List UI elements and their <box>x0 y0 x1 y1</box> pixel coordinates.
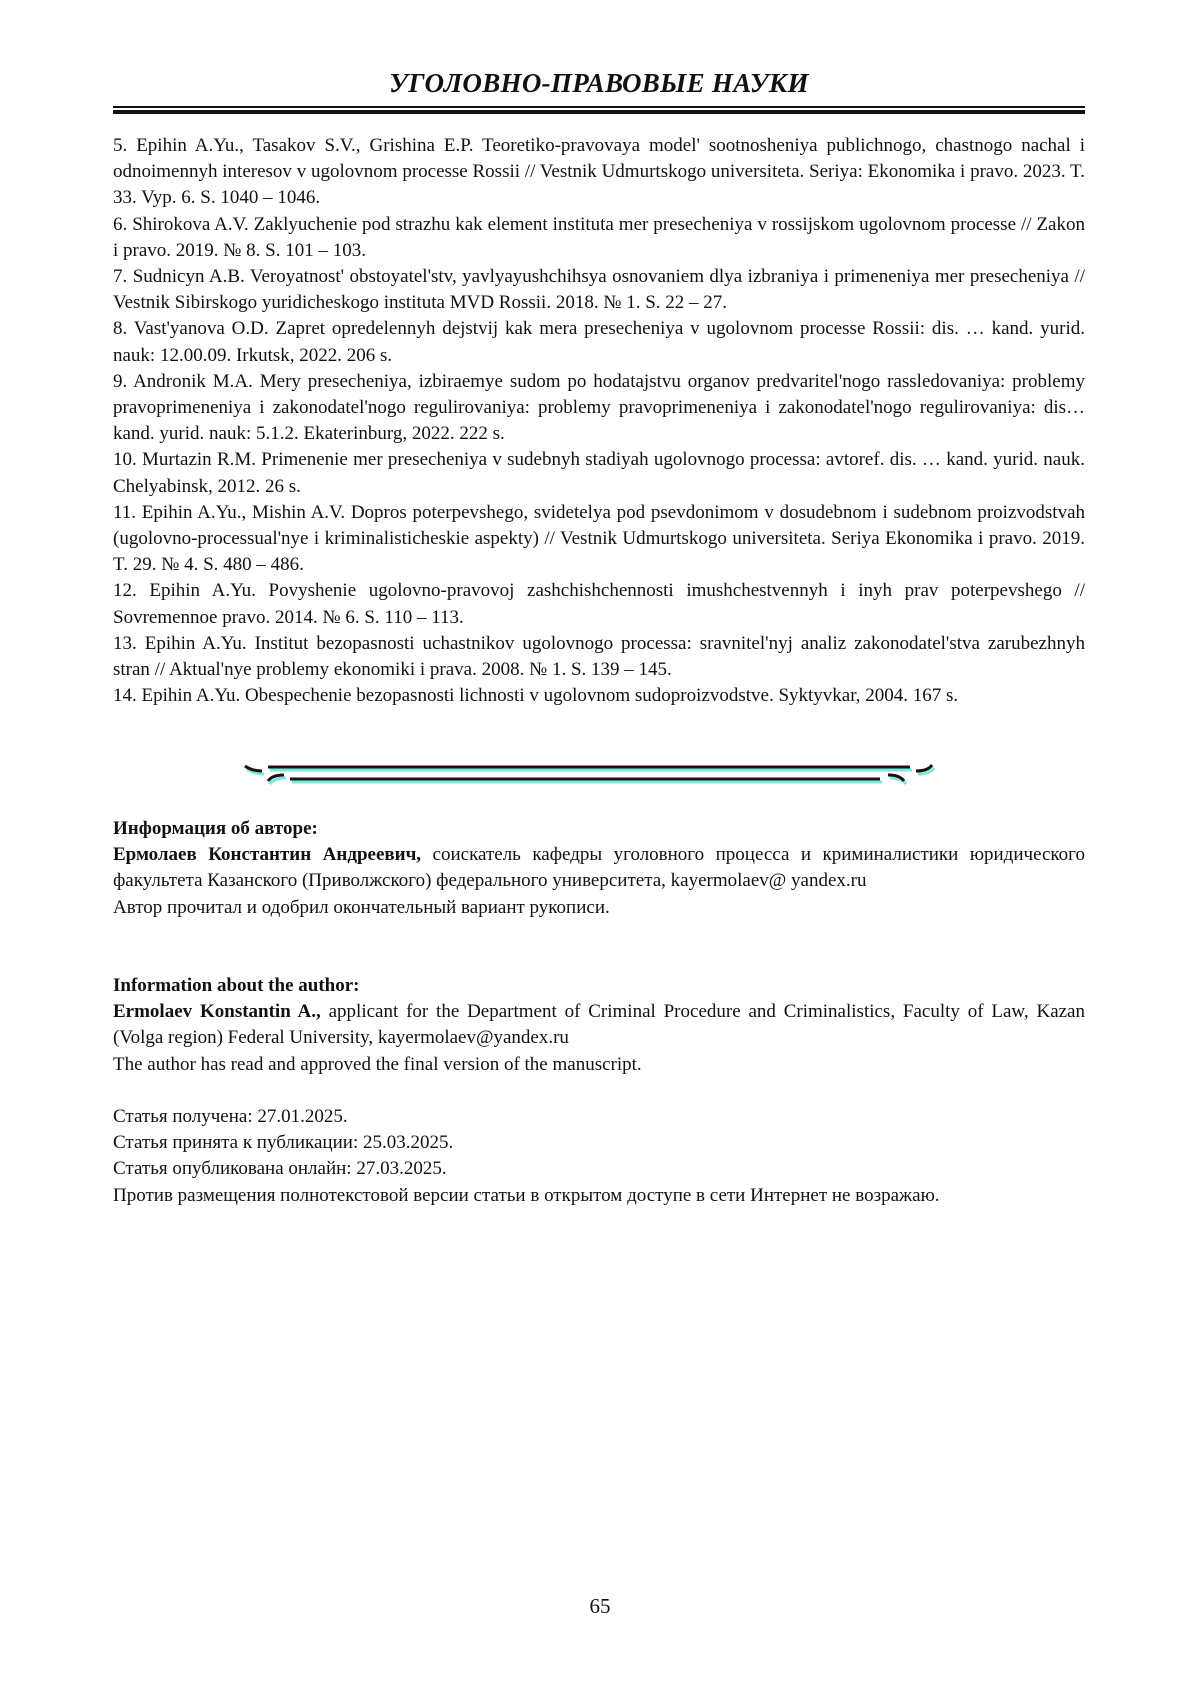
article-dates <box>113 1104 1085 1209</box>
reference-item: 10. Murtazin R.M. Primenenie mer presecheniya v sudebnyh stadiyah ugolovnogo processa: avtoref. dis. … kand. yurid. nauk. Chelyabinsk, 2012. 26 s. <box>113 449 1085 497</box>
author-info-en <box>113 973 1085 1078</box>
author-name: Ермолаев Константин Андреевич, <box>113 844 422 866</box>
author-name: Ermolaev Konstantin A., <box>113 1001 321 1023</box>
page-number: 65 <box>589 1594 611 1618</box>
author-info-heading: Информация об авторе: <box>113 818 318 839</box>
author-info-heading: Information about the author: <box>113 975 360 996</box>
reference-list <box>113 133 1085 709</box>
author-approval: The author has read and approved the final version of the manuscript. <box>113 1053 642 1075</box>
reference-item: 6. Shirokova A.V. Zaklyuchenie pod strazhu kak element instituta mer presecheniya v rossijskom ugolovnom processe // Zakon i pravo. 2019. № 8. S. 101 – 103. <box>113 213 1085 261</box>
reference-item: 7. Sudnicyn A.B. Veroyatnost' obstoyatel'stv, yavlyayushchihsya osnovaniem dlya izbraniya i primeneniya mer presecheniya // Vestnik Sibirskogo yuridicheskogo instituta MVD Rossii. 2018. № 1. S. 22 – 27. <box>113 266 1085 314</box>
author-details: соискатель кафедры уголовного процесса и криминалистики юридического факультета Казанского (Приволжского) федерального университета, kayermolaev@ yandex.ru <box>113 844 1085 892</box>
date-published: Статья опубликована онлайн: 27.03.2025. <box>113 1158 447 1180</box>
date-accepted: Статья принята к публикации: 25.03.2025. <box>113 1132 454 1154</box>
open-access-statement: Против размещения полнотекстовой версии статьи в открытом доступе в сети Интернет не возражаю. <box>113 1184 940 1206</box>
reference-item: 14. Epihin A.Yu. Obespechenie bezopasnosti lichnosti v ugolovnom sudoproizvodstve. Syktyvkar, 2004. 167 s. <box>113 685 959 707</box>
reference-item: 8. Vast'yanova O.D. Zapret opredelennyh dejstvij kak mera presecheniya v ugolovnom processe Rossii: dis. … kand. yurid. nauk: 12.00.09. Irkutsk, 2022. 206 s. <box>113 318 1085 366</box>
header-rule-thin <box>113 106 1085 108</box>
header-rule-thick <box>113 110 1085 114</box>
reference-item: 5. Epihin A.Yu., Tasakov S.V., Grishina E.P. Teoretiko-pravovaya model' sootnosheniya publichnogo, chastnogo nachal i odnoimennyh interesov v ugolovnom processe Rossii // Vestnik Udmurtskogo universiteta. Seriya: Ekonomika i pravo. 2023. T. 33. Vyp. 6. S. 1040 – 1046. <box>113 135 1085 209</box>
reference-item: 11. Epihin A.Yu., Mishin A.V. Dopros poterpevshego, svidetelya pod psevdonimom v dosudebnom i sudebnom proizvodstvah (ugolovno-processual'nye i kriminalisticheskie aspekty) // Vestnik Udmurtskogo universiteta. Seriya Ekonomika i pravo. 2019. T. 29. № 4. S. 480 – 486. <box>113 501 1085 576</box>
author-info-ru <box>113 816 1085 921</box>
decorative-divider <box>240 757 960 791</box>
reference-item: 9. Andronik M.A. Mery presecheniya, izbiraemye sudom po hodatajstvu organov predvaritel'nogo rassledovaniya: problemy pravoprimeneniya i zakonodatel'nogo regulirovaniya: problemy pravoprimeneniya i zakonodatel'nogo regulirovaniya: dis… kand. yurid. nauk: 5.1.2. Ekaterinburg, 2022. 222 s. <box>113 370 1085 445</box>
author-details: applicant for the Department of Criminal Procedure and Criminalistics, Faculty of Law, Kazan (Volga region) Federal University, kayermolaev@yandex.ru <box>113 1001 1085 1049</box>
reference-item: 12. Epihin A.Yu. Povyshenie ugolovno-pravovoj zashchishchennosti imushchestvennyh i inyh prav poterpevshego // Sovremennoe pravo. 2014. № 6. S. 110 – 113. <box>113 580 1085 628</box>
reference-item: 13. Epihin A.Yu. Institut bezopasnosti uchastnikov ugolovnogo processa: sravnitel'nyj analiz zakonodatel'stva zarubezhnyh stran // Aktual'nye problemy ekonomiki i prava. 2008. № 1. S. 139 – 145. <box>113 632 1085 681</box>
running-header: УГОЛОВНО-ПРАВОВЫЕ НАУКИ <box>389 68 809 98</box>
date-received: Статья получена: 27.01.2025. <box>113 1106 348 1127</box>
author-approval: Автор прочитал и одобрил окончательный вариант рукописи. <box>113 896 610 918</box>
